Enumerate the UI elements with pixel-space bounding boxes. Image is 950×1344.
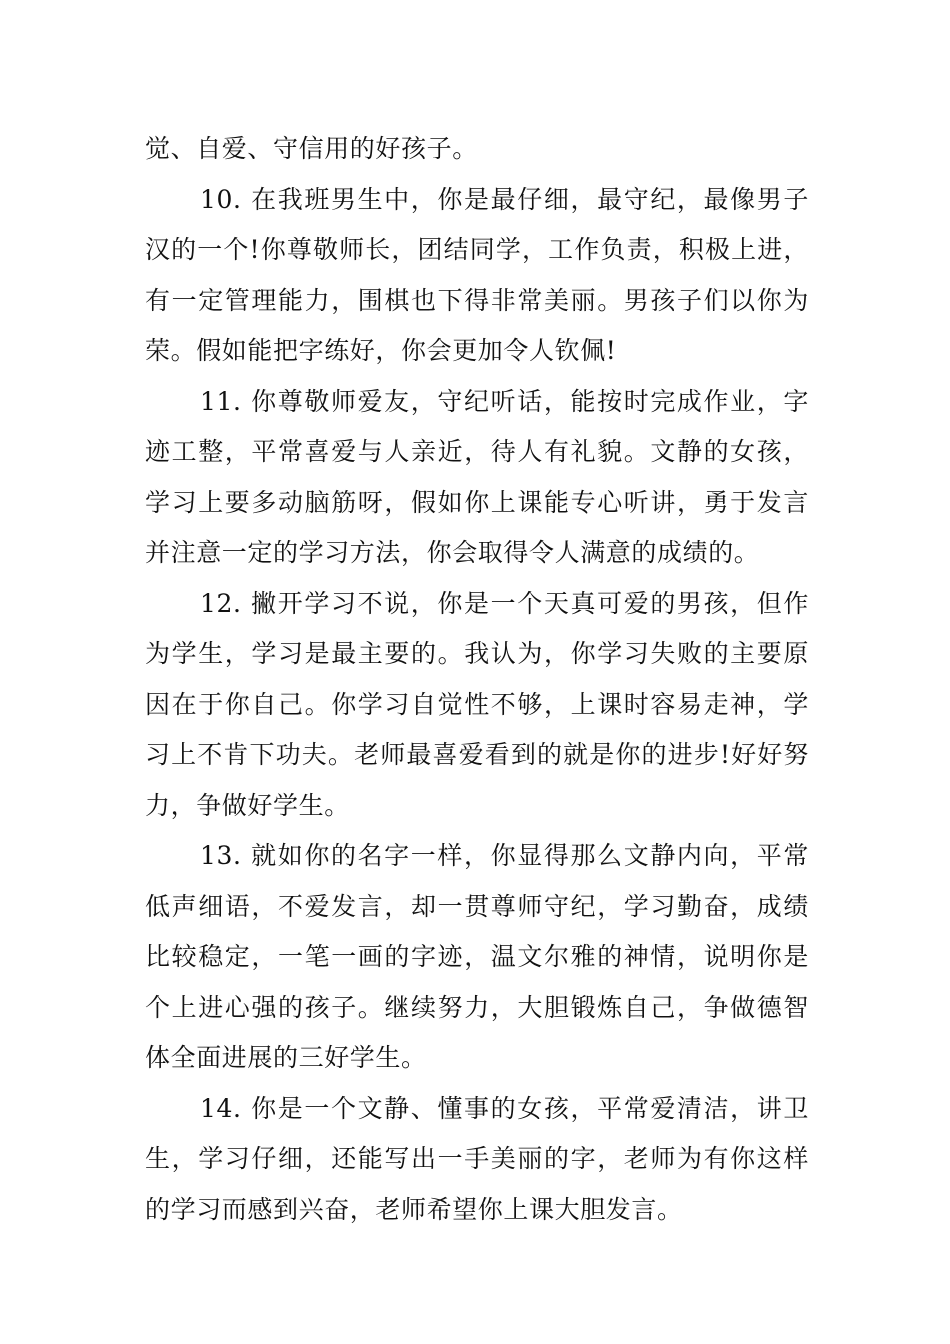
paragraph-item-14: 14. 你是一个文静、懂事的女孩，平常爱清洁，讲卫生，学习仔细，还能写出一手美丽的字，老师为有你这样的学习而感到兴奋，老师希望你上课大胆发言。 — [145, 1093, 809, 1224]
paragraph-continuation: 觉、自爱、守信用的好孩子。 — [145, 134, 478, 163]
paragraph-item-12: 12. 撇开学习不说，你是一个天真可爱的男孩，但作为学生，学习是最主要的。我认为，你学习失败的主要原因在于你自己。你学习自觉性不够，上课时容易走神，学习上不肯下功夫。老师最喜爱看到的就是你的进步!好好努力，争做好学生。 — [145, 588, 809, 820]
paragraph-item-10: 10. 在我班男生中，你是最仔细，最守纪，最像男子汉的一个!你尊敬师长，团结同学，工作负责，积极上进，有一定管理能力，围棋也下得非常美丽。男孩子们以你为荣。假如能把字练好，你会更加令人钦佩! — [145, 184, 809, 365]
paragraph-item-13: 13. 就如你的名字一样，你显得那么文静内向，平常低声细语，不爱发言，却一贯尊师守纪，学习勤奋，成绩比较稳定，一笔一画的字迹，温文尔雅的神情，说明你是个上进心强的孩子。继续努力，大胆锻炼自己，争做德智体全面进展的三好学生。 — [145, 841, 809, 1072]
document-page — [145, 124, 809, 1235]
paragraph-item-11: 11. 你尊敬师爱友，守纪听话，能按时完成作业，字迹工整，平常喜爱与人亲近，待人有礼貌。文静的女孩，学习上要多动脑筋呀，假如你上课能专心听讲，勇于发言并注意一定的学习方法，你会取得令人满意的成绩的。 — [145, 386, 809, 567]
